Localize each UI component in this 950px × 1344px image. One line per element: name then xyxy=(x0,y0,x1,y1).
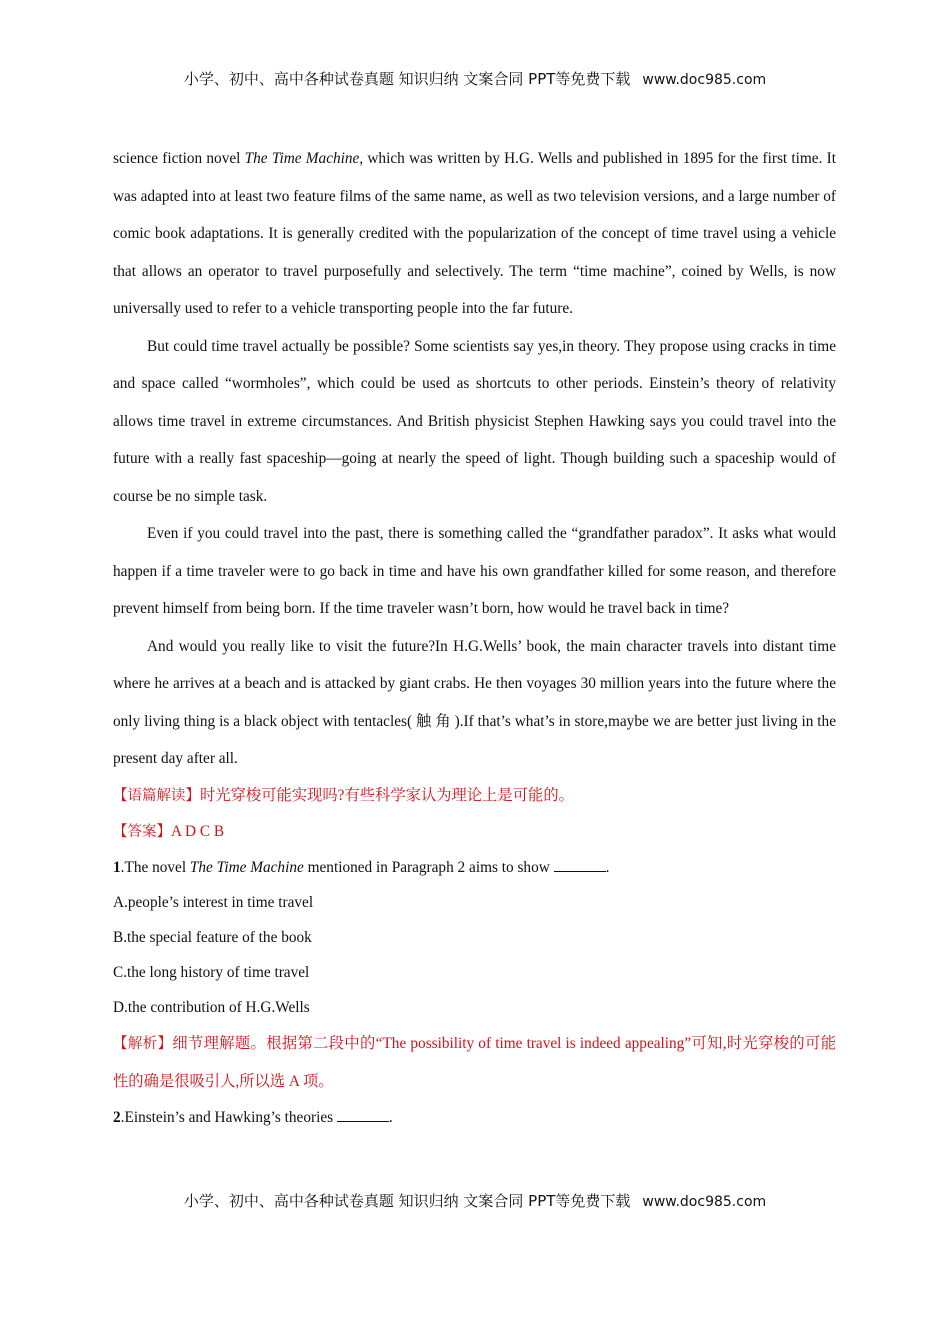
passage-paragraph-1 xyxy=(113,140,836,328)
footer-text: 小学、初中、高中各种试卷真题 知识归纳 文案合同 PPT等免费下载 xyxy=(183,1192,631,1210)
interpretation xyxy=(113,778,836,814)
answer xyxy=(113,814,836,850)
interpretation-text: 时光穿梭可能实现吗?有些科学家认为理论上是可能的。 xyxy=(200,786,574,804)
q1-option-d: D.the contribution of H.G.Wells xyxy=(113,998,310,1016)
q1-option-b: B.the special feature of the book xyxy=(113,928,312,946)
header-url[interactable]: www.doc985.com xyxy=(642,72,767,88)
answer-blank xyxy=(554,857,606,872)
interpretation-label: 【语篇解读】 xyxy=(113,787,200,804)
page-header xyxy=(0,68,950,89)
p1-pre: science fiction novel xyxy=(113,150,245,167)
page-footer xyxy=(0,1190,950,1211)
passage-paragraph-2: But could time travel actually be possible? Some scientists say yes,in theory. They propose using cracks in time and space called “wormholes”, which could be used as shortcuts to other periods. Einstein’s theory of relativity allows time travel in extreme circumstances. And British physicist Stephen Hawking says you could travel into the future with a really fast spaceship—going at nearly the speed of light. Though building such a spaceship would of course be no simple task. xyxy=(113,337,836,505)
analysis-1 xyxy=(113,1025,836,1100)
q1-option-a: A.people’s interest in time travel xyxy=(113,893,314,911)
p1-post: , which was written by H.G. Wells and published in 1895 for the first time. It was adapted into at least two feature films of the same name, as well as two television versions, and a large number of comic book adaptations. It is generally credited with the popularization of the concept of time travel using a vehicle that allows an operator to travel purposefully and selectively. The term “time machine”, coined by Wells, is now universally used to refer to a vehicle transporting people into the far future. xyxy=(113,150,836,317)
q2-number: 2 xyxy=(113,1108,121,1126)
q1-number: 1 xyxy=(113,858,121,876)
answer-label: 【答案】 xyxy=(113,823,171,840)
question-2 xyxy=(113,1100,836,1135)
document-body xyxy=(113,140,836,1135)
q2-text: .Einstein’s and Hawking’s theories xyxy=(120,1108,337,1126)
q1-post: mentioned in Paragraph 2 aims to show xyxy=(303,858,554,876)
passage-paragraph-3: Even if you could travel into the past, there is something called the “grandfather paradox”. It asks what would happen if a time traveler were to go back in time and have his own grandfather killed for some reason, and therefore prevent himself from being born. If the time traveler wasn’t born, how would he travel back in time? xyxy=(113,525,836,617)
q2-end: . xyxy=(388,1108,393,1126)
passage-paragraph-4: And would you really like to visit the future?In H.G.Wells’ book, the main character travels into distant time where he arrives at a beach and is attacked by giant crabs. He then voyages 30 million years into the future where the only living thing is a black object with tentacles( 触 角 ).If that’s what’s in store,maybe we are better just living in the present day after all. xyxy=(113,637,836,767)
question-1 xyxy=(113,850,836,885)
analysis-text: 细节理解题。根据第二段中的“The possibility of time travel is indeed appealing”可知,时光穿梭的可能性的确是很吸引人,所以选 A 项。 xyxy=(113,1034,837,1090)
analysis-label: 【解析】 xyxy=(113,1035,173,1052)
q1-book-title: The Time Machine xyxy=(189,858,304,876)
answer-text: A D C B xyxy=(171,822,225,840)
q1-end: . xyxy=(605,858,610,876)
q1-pre: .The novel xyxy=(120,858,190,876)
book-title: The Time Machine xyxy=(244,150,360,167)
header-text: 小学、初中、高中各种试卷真题 知识归纳 文案合同 PPT等免费下载 xyxy=(183,70,631,88)
answer-blank xyxy=(337,1107,389,1122)
footer-url[interactable]: www.doc985.com xyxy=(642,1194,767,1210)
q1-option-c: C.the long history of time travel xyxy=(113,963,310,981)
